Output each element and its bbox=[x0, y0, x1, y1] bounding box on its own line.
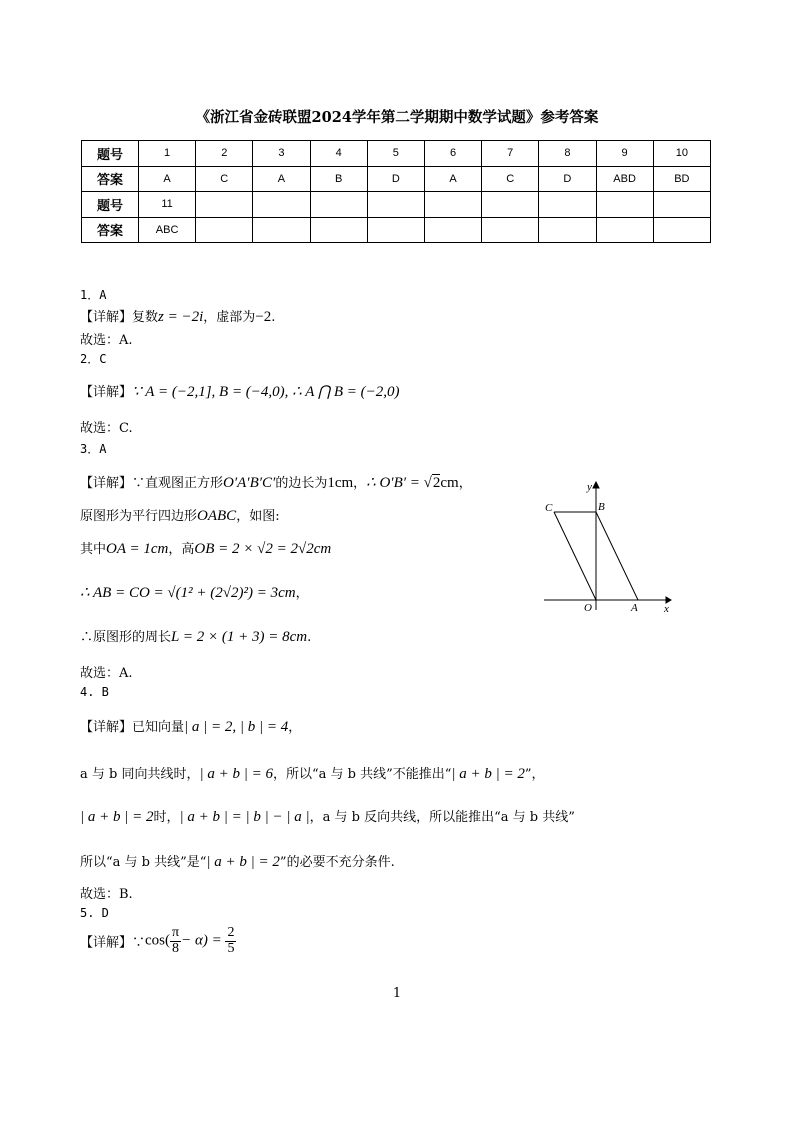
q4-text-2: ”的必要不充分条件. bbox=[279, 855, 395, 870]
table-cell: 1 bbox=[139, 141, 196, 167]
q3-diag-formula: ∴ O′B′ = bbox=[366, 475, 424, 491]
q5-rhs-numerator: 2 bbox=[227, 925, 235, 940]
page-number: 1 bbox=[392, 986, 402, 1001]
q4-end: ， bbox=[288, 720, 302, 735]
q4-formula: | a + b | = 2 bbox=[80, 809, 154, 825]
table-row bbox=[82, 192, 711, 218]
q5-cos-middle: − α) = bbox=[181, 932, 226, 949]
q1-formula: z = −2i bbox=[158, 309, 204, 325]
table-cell bbox=[424, 217, 481, 243]
q5-cos-prefix: cos( bbox=[145, 932, 171, 949]
table-cell: C bbox=[482, 166, 539, 192]
q3-side-length: 1cm bbox=[327, 475, 354, 491]
q5-fraction-denominator: 8 bbox=[172, 940, 180, 956]
q4-text: 时， bbox=[153, 810, 180, 825]
table-cell: 7 bbox=[482, 141, 539, 167]
q3-sqrt-arg: 2 bbox=[432, 475, 441, 491]
table-cell bbox=[310, 192, 367, 218]
parallelogram-figure bbox=[540, 478, 675, 613]
table-cell bbox=[482, 192, 539, 218]
table-cell: D bbox=[367, 166, 424, 192]
table-cell bbox=[367, 192, 424, 218]
q3-oa-formula: OA = 1cm bbox=[106, 541, 169, 557]
q2-heading: 2．C bbox=[80, 352, 107, 366]
label-y: y bbox=[587, 481, 592, 493]
q4-text: 【详解】已知向量 bbox=[80, 720, 185, 735]
q2-choice: 故选：C. bbox=[80, 421, 133, 436]
q3-text: 【详解】∵直观图正方形 bbox=[80, 476, 224, 491]
answer-table bbox=[81, 140, 711, 243]
q5-heading: 5. D bbox=[80, 906, 109, 920]
q4-text: a 与 b 同向共线时， bbox=[80, 767, 200, 782]
table-cell bbox=[596, 192, 653, 218]
q3-text-2: 的边长为 bbox=[275, 476, 328, 491]
table-row bbox=[82, 141, 711, 167]
q3-line-a bbox=[80, 472, 472, 492]
label-c: C bbox=[545, 502, 553, 514]
q5-rhs-fraction bbox=[225, 926, 236, 956]
q2-detail bbox=[80, 381, 400, 401]
q1-heading: 1．A bbox=[80, 288, 107, 302]
q3-text-3: ， bbox=[353, 476, 367, 491]
table-cell: A bbox=[253, 166, 310, 192]
table-cell: 8 bbox=[539, 141, 596, 167]
q3-heading: 3．A bbox=[80, 442, 107, 456]
q4-formula: | a | = 2, | b | = 4 bbox=[184, 719, 289, 735]
table-header-cell: 题号 bbox=[82, 192, 139, 218]
table-cell bbox=[310, 217, 367, 243]
table-header-cell: 题号 bbox=[82, 141, 139, 167]
table-cell bbox=[196, 192, 253, 218]
q3-text-2: ，如图: bbox=[236, 509, 280, 524]
table-cell bbox=[539, 192, 596, 218]
table-cell: D bbox=[539, 166, 596, 192]
q5-rhs-denominator: 5 bbox=[227, 940, 235, 956]
table-cell: 5 bbox=[367, 141, 424, 167]
q3-text: ∴原图形的周长 bbox=[80, 630, 172, 645]
q4-formula: | a + b | = 2 bbox=[206, 854, 280, 870]
table-cell: 2 bbox=[196, 141, 253, 167]
q3-parallelogram-name: OABC bbox=[197, 508, 237, 524]
q3-ab-formula: ∴ AB = CO = √(1² + (2√2)²) = 3cm bbox=[80, 585, 296, 601]
table-cell: B bbox=[310, 166, 367, 192]
table-cell: 11 bbox=[139, 192, 196, 218]
q3-text-2: ，高 bbox=[168, 542, 195, 557]
q4-formula-2: | a + b | = 2 bbox=[451, 766, 525, 782]
table-cell bbox=[253, 217, 310, 243]
table-cell: ABC bbox=[139, 217, 196, 243]
table-cell: A bbox=[139, 166, 196, 192]
q3-choice: 故选：A. bbox=[80, 666, 133, 681]
q3-end: ， bbox=[295, 586, 309, 601]
q5-text: 【详解】∵ bbox=[80, 935, 146, 951]
q3-line-b bbox=[80, 505, 280, 525]
q4-text-2: ，所以“a 与 b 共线”不能推出“ bbox=[272, 767, 452, 782]
segment-ba bbox=[596, 512, 638, 600]
label-x: x bbox=[664, 603, 669, 613]
q4-heading: 4. B bbox=[80, 685, 109, 699]
table-cell: 6 bbox=[424, 141, 481, 167]
table-cell bbox=[482, 217, 539, 243]
page-title: 《浙江省金砖联盟2024学年第二学期期中数学试题》参考答案 bbox=[195, 109, 599, 126]
q4-text-3: ”， bbox=[524, 767, 545, 782]
table-cell bbox=[196, 217, 253, 243]
q3-perimeter-formula: L = 2 × (1 + 3) = 8cm bbox=[171, 629, 308, 645]
q1-detail-text-2: ，虚部为 bbox=[203, 310, 256, 325]
q1-imag-part: −2 bbox=[255, 309, 272, 325]
table-header-cell: 答案 bbox=[82, 166, 139, 192]
table-cell: 4 bbox=[310, 141, 367, 167]
q3-text: 其中 bbox=[80, 542, 107, 557]
q3-end: . bbox=[307, 630, 312, 645]
table-row bbox=[82, 166, 711, 192]
q3-end: ， bbox=[458, 476, 472, 491]
q4-formula-2: | a + b | = | b | − | a | bbox=[179, 809, 310, 825]
label-b: B bbox=[598, 501, 605, 513]
table-cell bbox=[539, 217, 596, 243]
label-a: A bbox=[631, 602, 638, 613]
table-cell: A bbox=[424, 166, 481, 192]
table-cell: C bbox=[196, 166, 253, 192]
table-cell: ABD bbox=[596, 166, 653, 192]
q3-line-d bbox=[80, 582, 309, 602]
table-cell bbox=[653, 217, 710, 243]
q4-text-2: ，a 与 b 反向共线，所以能推出“a 与 b 共线” bbox=[309, 810, 575, 825]
table-cell bbox=[367, 217, 424, 243]
segment-co bbox=[554, 512, 596, 600]
q4-line-a bbox=[80, 716, 301, 736]
table-header-cell: 答案 bbox=[82, 217, 139, 243]
q3-text: 原图形为平行四边形 bbox=[80, 509, 198, 524]
table-cell: 10 bbox=[653, 141, 710, 167]
table-cell bbox=[253, 192, 310, 218]
q4-text: 所以“a 与 b 共线”是“ bbox=[80, 855, 207, 870]
y-axis-arrow-icon bbox=[593, 482, 599, 488]
q1-end: . bbox=[271, 310, 276, 325]
q2-detail-text: 【详解】 bbox=[80, 385, 133, 400]
sqrt-icon: √ bbox=[423, 475, 432, 491]
q5-fraction bbox=[170, 926, 181, 956]
q4-line-b bbox=[80, 763, 545, 783]
table-cell: BD bbox=[653, 166, 710, 192]
q4-choice: 故选：B. bbox=[80, 887, 133, 902]
q1-detail-text: 【详解】复数 bbox=[80, 310, 159, 325]
q5-fraction-numerator: π bbox=[172, 925, 180, 940]
q3-square-name: O′A′B′C′ bbox=[223, 475, 276, 491]
q5-line-a bbox=[80, 926, 236, 956]
q3-line-e bbox=[80, 626, 311, 646]
table-cell: 3 bbox=[253, 141, 310, 167]
q4-line-d bbox=[80, 851, 395, 871]
q3-line-c bbox=[80, 538, 331, 558]
table-cell bbox=[424, 192, 481, 218]
table-cell: 9 bbox=[596, 141, 653, 167]
q3-ob-formula: OB = 2 × √2 = 2√2cm bbox=[194, 541, 332, 557]
q1-detail bbox=[80, 306, 275, 326]
label-o: O bbox=[584, 602, 592, 613]
q4-formula: | a + b | = 6 bbox=[199, 766, 273, 782]
q1-choice: 故选：A. bbox=[80, 333, 133, 348]
q4-line-c bbox=[80, 806, 575, 826]
table-cell bbox=[653, 192, 710, 218]
q2-formula: ∵ A = (−2,1], B = (−4,0), ∴ A ⋂ B = (−2,0) bbox=[132, 384, 400, 400]
q3-unit: cm bbox=[440, 475, 459, 491]
table-cell bbox=[596, 217, 653, 243]
table-row bbox=[82, 217, 711, 243]
